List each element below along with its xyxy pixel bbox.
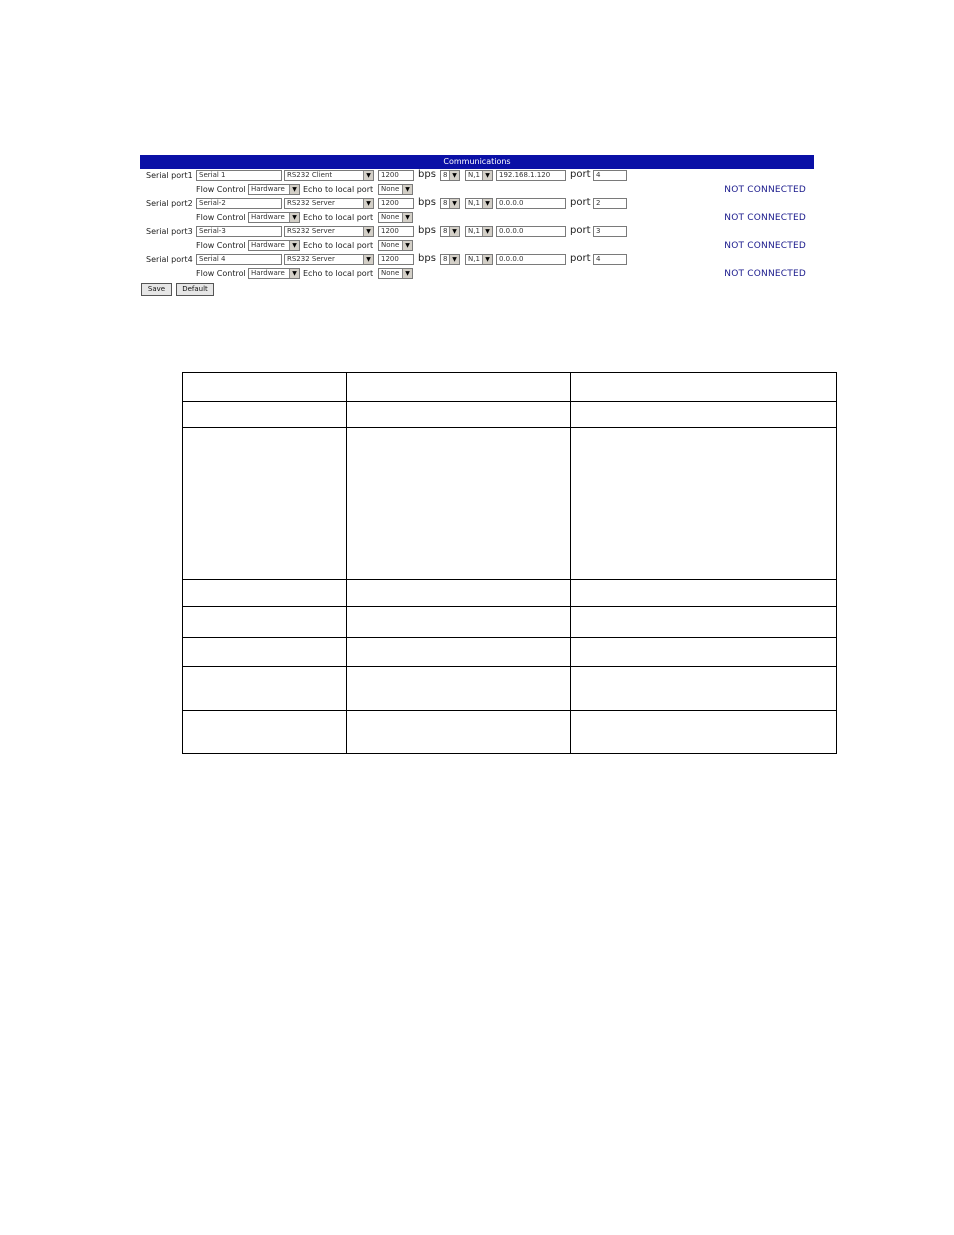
connection-status: NOT CONNECTED	[724, 213, 806, 223]
parity-select-value: N,1	[468, 255, 480, 263]
serial-port-label: Serial port1	[146, 171, 193, 180]
databits-select[interactable]	[440, 170, 460, 181]
chevron-down-icon[interactable]: ▼	[449, 255, 459, 264]
bps-label: bps	[418, 197, 436, 208]
table-row	[183, 402, 837, 428]
flow-control-select-value: Hardware	[251, 241, 285, 249]
chevron-down-icon[interactable]: ▼	[363, 227, 373, 236]
flow-control-select[interactable]	[248, 212, 300, 223]
echo-label: Echo to local port	[303, 213, 374, 222]
parity-select-value: N,1	[468, 199, 480, 207]
echo-select-value: None	[381, 269, 400, 277]
port-number-label: port	[570, 225, 591, 236]
databits-select[interactable]	[440, 226, 460, 237]
parity-select-value: N,1	[468, 171, 480, 179]
connection-status: NOT CONNECTED	[724, 241, 806, 251]
echo-select[interactable]	[378, 212, 413, 223]
mode-select-value: RS232 Server	[287, 255, 335, 263]
echo-select[interactable]	[378, 184, 413, 195]
mode-select[interactable]	[284, 198, 374, 209]
table-row	[183, 428, 837, 580]
databits-select-value: 8	[443, 199, 448, 207]
ip-address-input[interactable]: 192.168.1.120	[496, 170, 566, 181]
chevron-down-icon[interactable]: ▼	[449, 171, 459, 180]
serial-port-label: Serial port4	[146, 255, 193, 264]
mode-select-value: RS232 Server	[287, 227, 335, 235]
chevron-down-icon[interactable]: ▼	[402, 241, 412, 250]
databits-select-value: 8	[443, 227, 448, 235]
serial-port-row	[140, 169, 814, 183]
databits-select[interactable]	[440, 254, 460, 265]
chevron-down-icon[interactable]: ▼	[482, 227, 492, 236]
port-number-input[interactable]: 3	[593, 226, 627, 237]
serial-port-row	[140, 253, 814, 267]
mode-select-value: RS232 Client	[287, 171, 333, 179]
parity-select[interactable]	[465, 254, 493, 265]
echo-select-value: None	[381, 213, 400, 221]
chevron-down-icon[interactable]: ▼	[289, 241, 299, 250]
chevron-down-icon[interactable]: ▼	[449, 199, 459, 208]
flow-control-select-value: Hardware	[251, 185, 285, 193]
table-row	[183, 638, 837, 667]
echo-select-value: None	[381, 185, 400, 193]
chevron-down-icon[interactable]: ▼	[482, 199, 492, 208]
port-number-label: port	[570, 169, 591, 180]
table-row	[183, 667, 837, 711]
chevron-down-icon[interactable]: ▼	[363, 171, 373, 180]
table-row	[183, 607, 837, 638]
chevron-down-icon[interactable]: ▼	[482, 171, 492, 180]
parity-select-value: N,1	[468, 227, 480, 235]
table-row	[183, 580, 837, 607]
flow-control-select-value: Hardware	[251, 269, 285, 277]
port-number-input[interactable]: 2	[593, 198, 627, 209]
flow-control-row	[140, 183, 814, 197]
flow-control-label: Flow Control	[196, 213, 246, 222]
parity-select[interactable]	[465, 198, 493, 209]
baud-input[interactable]: 1200	[378, 254, 414, 265]
flow-control-label: Flow Control	[196, 269, 246, 278]
save-button[interactable]: Save	[141, 283, 172, 296]
mode-select-value: RS232 Server	[287, 199, 335, 207]
port-name-input[interactable]: Serial-2	[196, 198, 282, 209]
blank-table	[182, 372, 837, 754]
parity-select[interactable]	[465, 170, 493, 181]
connection-status: NOT CONNECTED	[724, 185, 806, 195]
serial-port-row	[140, 197, 814, 211]
table-row	[183, 373, 837, 402]
echo-label: Echo to local port	[303, 241, 374, 250]
connection-status: NOT CONNECTED	[724, 269, 806, 279]
port-number-label: port	[570, 253, 591, 264]
serial-port-label: Serial port2	[146, 199, 193, 208]
port-number-input[interactable]: 4	[593, 254, 627, 265]
chevron-down-icon[interactable]: ▼	[402, 269, 412, 278]
flow-control-label: Flow Control	[196, 185, 246, 194]
button-row	[140, 282, 814, 298]
echo-select-value: None	[381, 241, 400, 249]
databits-select-value: 8	[443, 171, 448, 179]
port-name-input[interactable]: Serial-3	[196, 226, 282, 237]
baud-input[interactable]: 1200	[378, 170, 414, 181]
serial-port-label: Serial port3	[146, 227, 193, 236]
bps-label: bps	[418, 225, 436, 236]
mode-select[interactable]	[284, 254, 374, 265]
panel-title: Communications	[140, 155, 814, 169]
chevron-down-icon[interactable]: ▼	[449, 227, 459, 236]
flow-control-select-value: Hardware	[251, 213, 285, 221]
chevron-down-icon[interactable]: ▼	[363, 255, 373, 264]
databits-select[interactable]	[440, 198, 460, 209]
mode-select[interactable]	[284, 226, 374, 237]
echo-select[interactable]	[378, 240, 413, 251]
mode-select[interactable]	[284, 170, 374, 181]
chevron-down-icon[interactable]: ▼	[289, 269, 299, 278]
port-number-label: port	[570, 197, 591, 208]
flow-control-select[interactable]	[248, 240, 300, 251]
bps-label: bps	[418, 253, 436, 264]
chevron-down-icon[interactable]: ▼	[363, 199, 373, 208]
default-button[interactable]: Default	[176, 283, 214, 296]
chevron-down-icon[interactable]: ▼	[289, 213, 299, 222]
echo-label: Echo to local port	[303, 185, 374, 194]
parity-select[interactable]	[465, 226, 493, 237]
port-name-input[interactable]: Serial 4	[196, 254, 282, 265]
flow-control-select[interactable]	[248, 268, 300, 279]
chevron-down-icon[interactable]: ▼	[482, 255, 492, 264]
ip-address-input[interactable]: 0.0.0.0	[496, 226, 566, 237]
flow-control-label: Flow Control	[196, 241, 246, 250]
table-row	[183, 711, 837, 754]
baud-input[interactable]: 1200	[378, 198, 414, 209]
flow-control-row	[140, 211, 814, 225]
echo-select[interactable]	[378, 268, 413, 279]
flow-control-row	[140, 267, 814, 281]
ip-address-input[interactable]: 0.0.0.0	[496, 254, 566, 265]
chevron-down-icon[interactable]: ▼	[289, 185, 299, 194]
port-number-input[interactable]: 4	[593, 170, 627, 181]
chevron-down-icon[interactable]: ▼	[402, 185, 412, 194]
ip-address-input[interactable]: 0.0.0.0	[496, 198, 566, 209]
baud-input[interactable]: 1200	[378, 226, 414, 237]
communications-panel	[140, 155, 814, 298]
databits-select-value: 8	[443, 255, 448, 263]
flow-control-row	[140, 239, 814, 253]
chevron-down-icon[interactable]: ▼	[402, 213, 412, 222]
serial-port-row	[140, 225, 814, 239]
bps-label: bps	[418, 169, 436, 180]
echo-label: Echo to local port	[303, 269, 374, 278]
flow-control-select[interactable]	[248, 184, 300, 195]
port-name-input[interactable]: Serial 1	[196, 170, 282, 181]
